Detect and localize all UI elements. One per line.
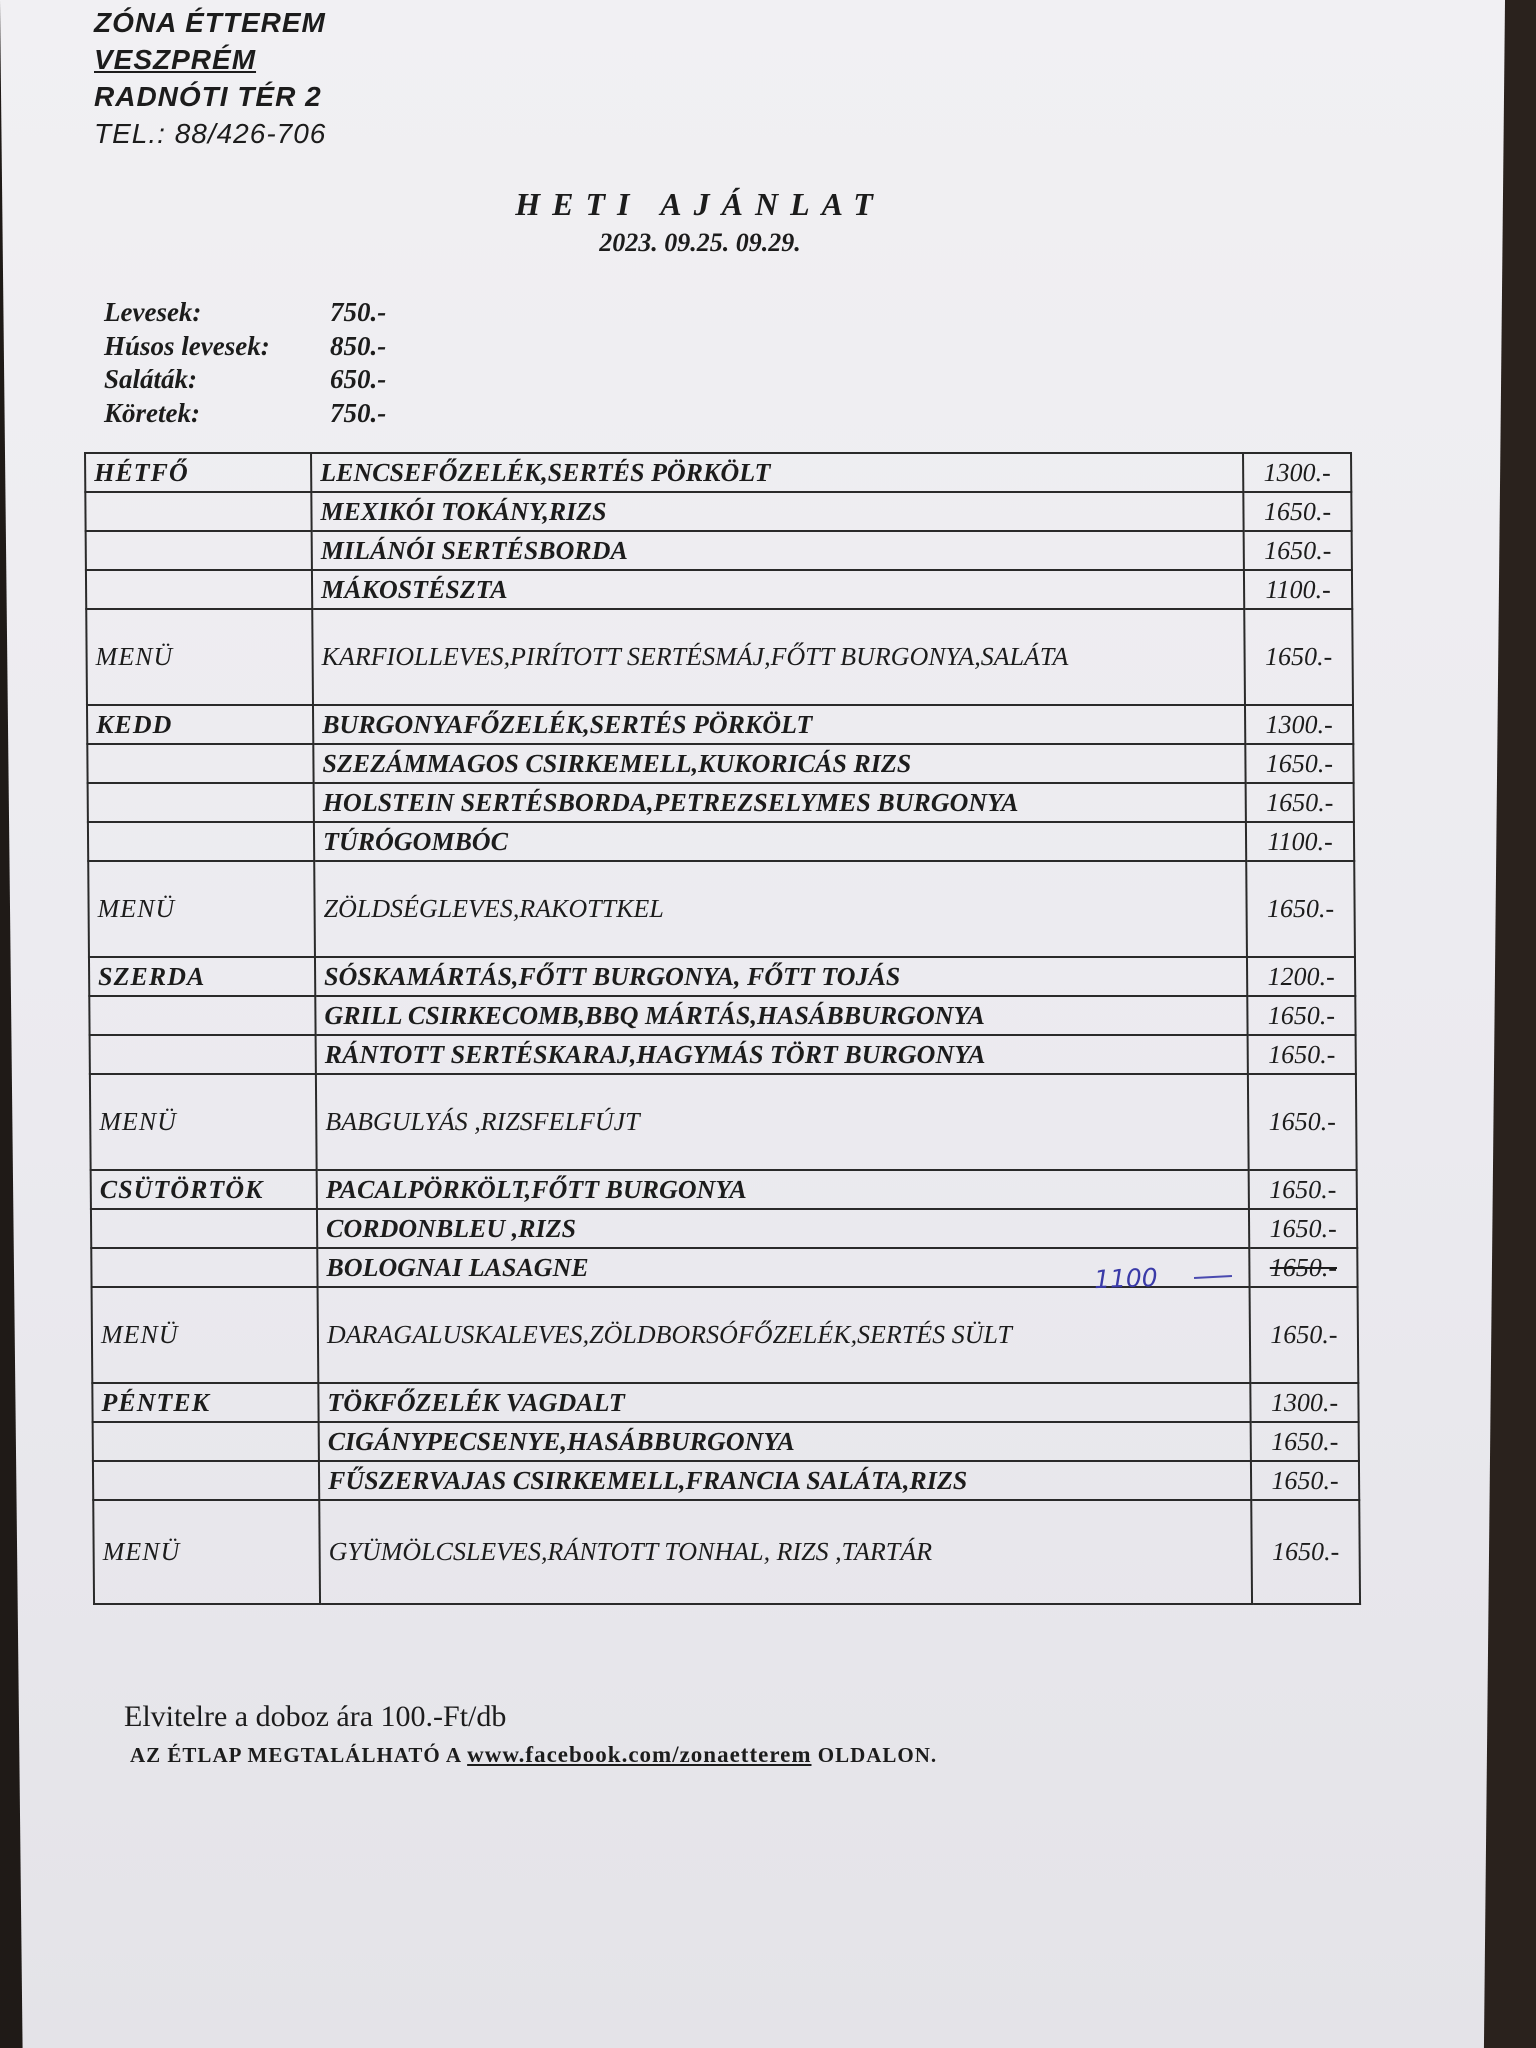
category-name: Húsos levesek: xyxy=(104,330,270,361)
restaurant-header xyxy=(94,4,326,152)
price-cell xyxy=(1244,570,1352,609)
dish-row xyxy=(91,1209,1357,1248)
dish-cell xyxy=(315,996,1247,1035)
dish-cell-text: SÓSKAMÁRTÁS,FŐTT BURGONYA, FŐTT TOJÁS xyxy=(324,961,901,991)
dish-cell xyxy=(319,1500,1252,1604)
dish-cell xyxy=(313,744,1245,783)
restaurant-phone: TEL.: 88/426-706 xyxy=(94,118,327,149)
dish-row xyxy=(88,783,1354,822)
price-cell xyxy=(1243,453,1351,492)
menu-set-row xyxy=(93,1500,1360,1604)
date-range: 2023. 09.25. 09.29. xyxy=(599,228,801,257)
price-cell xyxy=(1246,783,1354,822)
price-cell xyxy=(1249,1170,1357,1209)
facebook-note-suffix: OLDALON. xyxy=(811,1743,938,1767)
price-cell xyxy=(1244,531,1352,570)
day-cell-text: MENÜ xyxy=(97,894,176,923)
day-cell xyxy=(92,1287,319,1383)
day-cell xyxy=(85,492,311,531)
dish-cell xyxy=(316,1074,1249,1170)
takeaway-note: Elvitelre a doboz ára 100.-Ft/db xyxy=(124,1700,507,1733)
price-cell xyxy=(1244,609,1353,705)
day-cell xyxy=(87,705,313,744)
facebook-note xyxy=(130,1742,937,1768)
day-cell xyxy=(87,744,313,783)
day-cell xyxy=(93,1500,320,1604)
dish-cell-text: BABGULYÁS ,RIZSFELFÚJT xyxy=(325,1107,640,1136)
dish-row xyxy=(93,1422,1359,1461)
dish-cell xyxy=(312,609,1245,705)
price-cell-text: 1650.- xyxy=(1268,1107,1336,1136)
menu-set-row xyxy=(90,1074,1357,1170)
dish-cell-text: SZEZÁMMAGOS CSIRKEMELL,KUKORICÁS RIZS xyxy=(322,748,912,778)
price-cell xyxy=(1248,1035,1356,1074)
dish-row xyxy=(90,1035,1356,1074)
day-cell-text: HÉTFŐ xyxy=(94,457,189,487)
price-cell xyxy=(1251,1500,1360,1604)
dish-cell xyxy=(312,570,1244,609)
dish-cell-text: RÁNTOTT SERTÉSKARAJ,HAGYMÁS TÖRT BURGONYA xyxy=(324,1039,986,1069)
dish-cell xyxy=(311,453,1243,492)
dish-row xyxy=(89,996,1355,1035)
dish-cell xyxy=(319,1422,1251,1461)
day-cell xyxy=(85,453,311,492)
price-cell-text: 1650.- xyxy=(1270,1320,1338,1349)
price-cell-text: 1650.- xyxy=(1267,1000,1336,1030)
price-cell xyxy=(1248,1074,1357,1170)
day-cell xyxy=(92,1383,318,1422)
dish-cell-text: GRILL CSIRKECOMB,BBQ MÁRTÁS,HASÁBBURGONYA xyxy=(324,1000,985,1030)
menu-set-row xyxy=(88,861,1355,957)
day-cell-text: KEDD xyxy=(96,709,173,739)
dish-cell xyxy=(318,1287,1251,1383)
dish-cell-text: KARFIOLLEVES,PIRÍTOTT SERTÉSMÁJ,FŐTT BURGONYA,SALÁTA xyxy=(321,642,1069,671)
dish-cell xyxy=(317,1209,1249,1248)
day-cell xyxy=(90,1074,317,1170)
dish-row xyxy=(88,822,1354,861)
dish-row xyxy=(89,957,1355,996)
category-price-list xyxy=(104,296,386,430)
category-price-row xyxy=(104,296,386,330)
dish-cell-text: CIGÁNYPECSENYE,HASÁBBURGONYA xyxy=(327,1426,795,1456)
category-name: Saláták: xyxy=(104,364,198,394)
menu-set-row xyxy=(86,609,1353,705)
price-cell xyxy=(1249,1248,1357,1287)
weekly-menu-table xyxy=(84,452,1361,1605)
dish-cell xyxy=(311,492,1243,531)
price-cell-text: 1650.- xyxy=(1266,894,1335,923)
day-cell xyxy=(91,1248,317,1287)
day-cell-text: PÉNTEK xyxy=(101,1387,211,1417)
price-cell-text: 1650.- xyxy=(1271,1537,1340,1566)
day-cell xyxy=(91,1170,317,1209)
category-name: Köretek: xyxy=(104,397,200,428)
dish-cell-text: HOLSTEIN SERTÉSBORDA,PETREZSELYMES BURGONYA xyxy=(322,787,1019,817)
price-cell-text: 1650.- xyxy=(1269,1252,1338,1282)
price-cell-text: 1650.- xyxy=(1264,535,1332,565)
dish-row xyxy=(87,744,1353,783)
day-cell-text: SZERDA xyxy=(98,961,206,991)
price-cell xyxy=(1243,492,1351,531)
day-cell xyxy=(93,1461,319,1500)
day-cell xyxy=(89,957,315,996)
price-cell xyxy=(1250,1383,1358,1422)
dish-cell-text: TÚRÓGOMBÓC xyxy=(322,826,509,856)
price-cell-text: 1650.- xyxy=(1268,1039,1336,1069)
dish-cell-text: FŰSZERVAJAS CSIRKEMELL,FRANCIA SALÁTA,RIZS xyxy=(327,1465,968,1495)
restaurant-address: RADNÓTI TÉR 2 xyxy=(94,81,322,112)
day-cell xyxy=(93,1422,319,1461)
dish-row xyxy=(85,492,1351,531)
day-cell xyxy=(86,531,312,570)
price-cell xyxy=(1250,1287,1359,1383)
day-cell xyxy=(89,996,315,1035)
dish-row xyxy=(91,1248,1357,1287)
dish-cell-text: TÖKFŐZELÉK VAGDALT xyxy=(327,1387,625,1417)
price-cell xyxy=(1249,1209,1357,1248)
dish-cell-text: GYÜMÖLCSLEVES,RÁNTOTT TONHAL, RIZS ,TARTÁR xyxy=(328,1537,933,1566)
price-cell-text: 1650.- xyxy=(1264,642,1333,671)
dish-cell-text: BURGONYAFŐZELÉK,SERTÉS PÖRKÖLT xyxy=(322,709,813,739)
day-cell-text: MENÜ xyxy=(102,1537,181,1566)
restaurant-city: VESZPRÉM xyxy=(94,44,257,75)
dish-cell-text: LENCSEFŐZELÉK,SERTÉS PÖRKÖLT xyxy=(320,457,771,487)
dish-cell-text: MÁKOSTÉSZTA xyxy=(320,574,508,604)
category-price: 750.- xyxy=(330,297,387,327)
day-cell xyxy=(88,822,314,861)
menu-set-row xyxy=(92,1287,1359,1383)
dish-cell-text: PACALPÖRKÖLT,FŐTT BURGONYA xyxy=(325,1174,747,1204)
dish-cell xyxy=(314,783,1246,822)
category-price: 850.- xyxy=(330,330,387,361)
dish-row xyxy=(86,570,1352,609)
price-cell-text: 1650.- xyxy=(1271,1426,1339,1456)
facebook-note-prefix: AZ ÉTLAP MEGTALÁLHATÓ A xyxy=(130,1743,468,1767)
handwritten-price-correction: 1100 xyxy=(1093,1262,1159,1295)
facebook-link[interactable]: www.facebook.com/zonaetterem xyxy=(467,1742,812,1767)
dish-row xyxy=(87,705,1353,744)
day-cell xyxy=(88,861,315,957)
price-cell xyxy=(1251,1422,1359,1461)
price-cell-text: 1650.- xyxy=(1265,748,1334,778)
day-cell-text: MENÜ xyxy=(99,1107,178,1136)
price-cell-text: 1650.- xyxy=(1266,787,1334,817)
price-cell-text: 1300.- xyxy=(1263,457,1331,487)
price-cell xyxy=(1251,1461,1359,1500)
price-cell-text: 1100.- xyxy=(1265,574,1331,604)
page-title: HETI AJÁNLAT xyxy=(515,186,885,222)
price-cell-text: 1650.- xyxy=(1263,496,1332,526)
price-cell-text: 1650.- xyxy=(1271,1465,1339,1495)
dish-cell xyxy=(318,1383,1250,1422)
day-cell-text: MENÜ xyxy=(100,1320,179,1349)
category-price: 750.- xyxy=(330,397,387,428)
category-price-row xyxy=(104,363,386,397)
day-cell-text: MENÜ xyxy=(95,642,174,671)
day-cell xyxy=(88,783,314,822)
price-cell-text: 1100.- xyxy=(1267,826,1333,856)
dish-row xyxy=(93,1461,1359,1500)
price-cell xyxy=(1245,705,1353,744)
price-cell-text: 1650.- xyxy=(1269,1174,1337,1204)
price-cell-text: 1300.- xyxy=(1265,709,1333,739)
price-cell-text: 1650.- xyxy=(1269,1213,1337,1243)
dish-cell-text: MILÁNÓI SERTÉSBORDA xyxy=(320,535,628,565)
price-cell xyxy=(1245,744,1353,783)
dish-cell xyxy=(314,861,1247,957)
dish-row xyxy=(86,531,1352,570)
day-cell-text: CSÜTÖRTÖK xyxy=(99,1174,264,1204)
dish-row xyxy=(91,1170,1357,1209)
dish-cell xyxy=(319,1461,1251,1500)
dish-row xyxy=(92,1383,1358,1422)
dish-cell-text: BOLOGNAI LASAGNE xyxy=(326,1252,589,1282)
day-cell xyxy=(90,1035,316,1074)
price-cell xyxy=(1247,957,1355,996)
category-price-row xyxy=(104,330,386,364)
dish-cell xyxy=(314,822,1246,861)
dish-cell-text: MEXIKÓI TOKÁNY,RIZS xyxy=(320,496,607,526)
dish-cell-text: ZÖLDSÉGLEVES,RAKOTTKEL xyxy=(323,894,664,923)
day-cell xyxy=(91,1209,317,1248)
price-cell xyxy=(1246,822,1354,861)
category-name: Levesek: xyxy=(104,297,202,327)
category-price: 650.- xyxy=(330,364,387,394)
price-cell-text: 1200.- xyxy=(1267,961,1335,991)
restaurant-name: ZÓNA ÉTTEREM xyxy=(94,7,326,38)
price-cell-text: 1300.- xyxy=(1270,1387,1339,1417)
day-cell xyxy=(86,570,312,609)
price-cell xyxy=(1247,996,1355,1035)
dish-cell xyxy=(316,1035,1248,1074)
day-cell xyxy=(86,609,313,705)
dish-cell xyxy=(313,705,1245,744)
dish-cell-text: CORDONBLEU ,RIZS xyxy=(325,1213,577,1243)
dish-row xyxy=(85,453,1351,492)
dish-cell-text: DARAGALUSKALEVES,ZÖLDBORSÓFŐZELÉK,SERTÉS SÜLT xyxy=(326,1320,1012,1349)
price-cell xyxy=(1246,861,1355,957)
dish-cell xyxy=(317,1170,1249,1209)
dish-cell xyxy=(312,531,1244,570)
category-price-row xyxy=(104,397,386,431)
dish-cell xyxy=(315,957,1247,996)
